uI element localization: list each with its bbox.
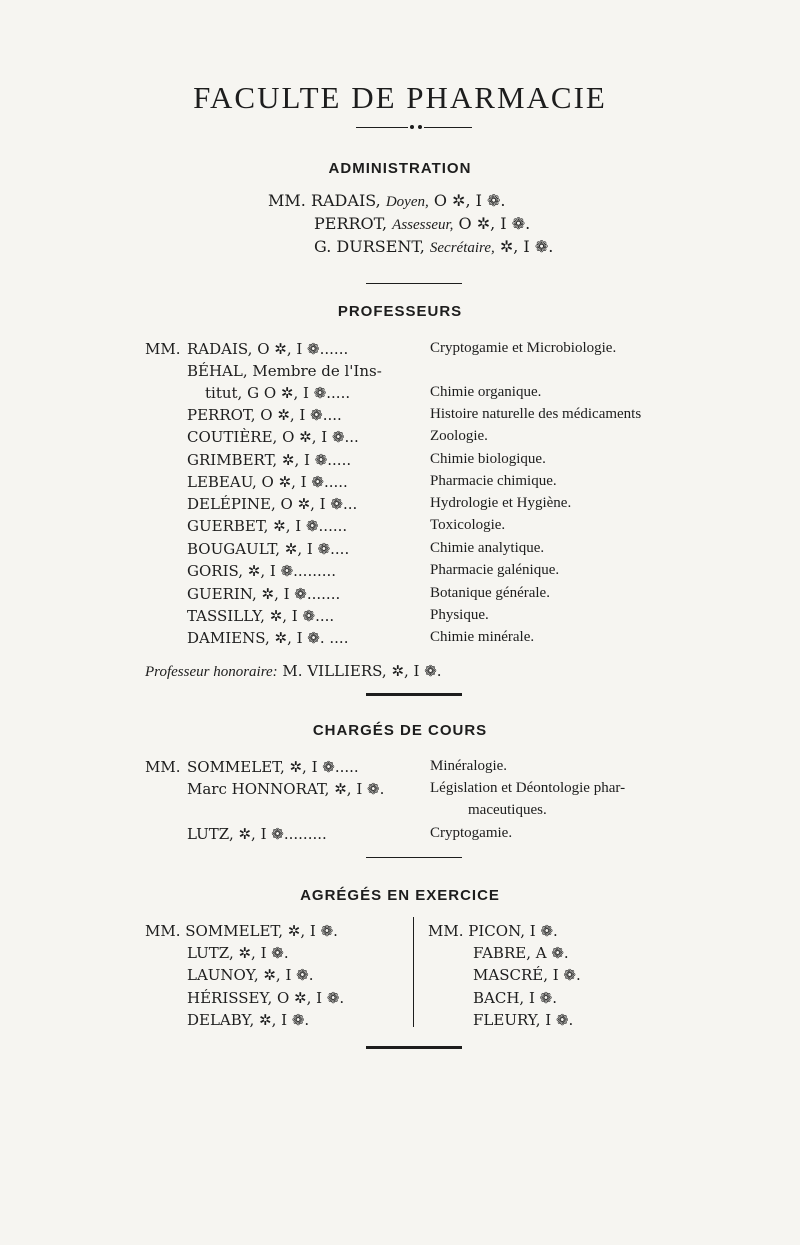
ornament-rule-left xyxy=(356,127,408,128)
professor-name: GORIS, ✲, I ❁......... xyxy=(187,562,337,580)
list-lead: MM. xyxy=(428,922,464,940)
lecturer-row xyxy=(0,758,800,780)
professor-name: PERROT, O ✲, I ❁.... xyxy=(187,406,342,424)
professor-subject: Histoire naturelle des médicaments xyxy=(430,406,642,422)
honorary-label: Professeur honoraire: xyxy=(145,664,278,680)
title-ornament xyxy=(356,124,472,132)
professor-name: GRIMBERT, ✲, I ❁..... xyxy=(187,451,352,469)
professor-name: LEBEAU, O ✲, I ❁..... xyxy=(187,473,348,491)
professor-row xyxy=(0,473,800,495)
professor-subject: Cryptogamie et Microbiologie. xyxy=(430,340,617,356)
agrege-row xyxy=(187,989,344,1007)
professor-subject: Chimie minérale. xyxy=(430,629,535,645)
professor-name: TASSILLY, ✲, I ❁.... xyxy=(187,607,335,625)
agrege-name: HÉRISSEY, O ✲, I ❁. xyxy=(187,989,345,1007)
section-divider xyxy=(366,693,462,696)
admin-role: Secrétaire, xyxy=(429,240,495,256)
agrege-row xyxy=(187,966,314,984)
agrege-name: DELABY, ✲, I ❁. xyxy=(187,1011,310,1029)
agrege-name: SOMMELET, ✲, I ❁. xyxy=(185,922,338,940)
lecturer-name: SOMMELET, ✲, I ❁..... xyxy=(187,758,359,776)
lecturer-row xyxy=(0,825,800,847)
lecturer-subject: Législation et Déontologie phar- xyxy=(430,780,626,796)
professor-row xyxy=(0,495,800,517)
admin-honors: O ✲, I ❁. xyxy=(433,191,506,210)
agrege-row xyxy=(473,944,569,962)
column-divider xyxy=(413,917,414,1027)
lecturer-row xyxy=(0,802,800,824)
professor-row xyxy=(0,607,800,629)
section-heading-administration: ADMINISTRATION xyxy=(328,160,472,177)
professor-name: DAMIENS, ✲, I ❁. .... xyxy=(187,629,349,647)
section-divider xyxy=(366,283,462,284)
professor-row xyxy=(0,340,800,362)
agrege-name: FLEURY, I ❁. xyxy=(473,1011,574,1029)
professor-subject: Hydrologie et Hygiène. xyxy=(430,495,572,511)
professor-row xyxy=(0,517,800,539)
lecturer-subject: Minéralogie. xyxy=(430,758,508,774)
section-divider xyxy=(366,857,462,858)
lecturer-name: LUTZ, ✲, I ❁......... xyxy=(187,825,327,843)
professor-name: BOUGAULT, ✲, I ❁.... xyxy=(187,540,350,558)
agrege-name: BACH, I ❁. xyxy=(473,989,557,1007)
admin-name: RADAIS, xyxy=(310,191,381,210)
professor-name: GUERBET, ✲, I ❁...... xyxy=(187,517,348,535)
ornament-dot xyxy=(410,125,414,129)
agrege-name: LAUNOY, ✲, I ❁. xyxy=(187,966,314,984)
professor-name: RADAIS, O ✲, I ❁...... xyxy=(187,340,349,358)
professor-name: GUERIN, ✲, I ❁....... xyxy=(187,585,341,603)
agrege-row xyxy=(187,1011,309,1029)
section-heading-agreges: AGRÉGÉS EN EXERCICE xyxy=(300,887,500,904)
admin-honors: O ✲, I ❁. xyxy=(458,214,531,233)
lecturer-name: Marc HONNORAT, ✲, I ❁. xyxy=(187,780,385,798)
professor-subject: Chimie organique. xyxy=(430,384,542,400)
agrege-name: MASCRÉ, I ❁. xyxy=(473,966,581,984)
professor-subject: Botanique générale. xyxy=(430,585,550,601)
professor-row xyxy=(0,451,800,473)
professor-row xyxy=(0,406,800,428)
professor-subject: Zoologie. xyxy=(430,428,488,444)
lecturer-row xyxy=(0,780,800,802)
professor-row xyxy=(0,384,800,406)
professor-subject: Chimie analytique. xyxy=(430,540,545,556)
admin-row xyxy=(314,237,553,257)
professor-subject: Physique. xyxy=(430,607,489,623)
honorary-professor xyxy=(145,662,442,681)
lecturer-subject: Cryptogamie. xyxy=(430,825,513,841)
agrege-row xyxy=(473,1011,573,1029)
agrege-row xyxy=(473,966,581,984)
agrege-name: PICON, I ❁. xyxy=(468,922,558,940)
admin-name: G. DURSENT, xyxy=(314,237,425,256)
professor-row xyxy=(0,585,800,607)
agrege-name: LUTZ, ✲, I ❁. xyxy=(187,944,289,962)
professor-subject: Pharmacie chimique. xyxy=(430,473,557,489)
professor-row xyxy=(0,562,800,584)
professor-name: COUTIÈRE, O ✲, I ❁... xyxy=(187,428,359,446)
admin-lead: MM. xyxy=(268,191,306,210)
honorary-name: M. VILLIERS, ✲, I ❁. xyxy=(282,662,442,680)
page-title: FACULTE DE PHARMACIE xyxy=(193,80,607,115)
professor-subject: Chimie biologique. xyxy=(430,451,546,467)
agrege-row xyxy=(428,922,558,940)
professor-subject: Toxicologie. xyxy=(430,517,506,533)
admin-row xyxy=(268,191,506,211)
closing-rule xyxy=(366,1046,462,1049)
professor-row xyxy=(0,428,800,450)
professor-name: DELÉPINE, O ✲, I ❁... xyxy=(187,495,358,513)
section-heading-charges: CHARGÉS DE COURS xyxy=(312,722,488,739)
professor-subject: Pharmacie galénique. xyxy=(430,562,560,578)
list-lead: MM. xyxy=(145,922,181,940)
professor-name: titut, G O ✲, I ❁..... xyxy=(205,384,351,402)
lecturer-subject: maceutiques. xyxy=(468,802,547,818)
professor-name: BÉHAL, Membre de l'Ins- xyxy=(187,362,382,380)
professor-row xyxy=(0,629,800,651)
admin-row xyxy=(314,214,530,234)
section-heading-professeurs: PROFESSEURS xyxy=(337,303,463,320)
agrege-row xyxy=(145,922,338,940)
agrege-row xyxy=(187,944,289,962)
admin-name: PERROT, xyxy=(314,214,388,233)
professor-row xyxy=(0,540,800,562)
admin-role: Doyen, xyxy=(385,194,429,210)
list-lead: MM. xyxy=(145,758,181,776)
ornament-dot xyxy=(418,125,422,129)
agrege-name: FABRE, A ❁. xyxy=(473,944,569,962)
admin-role: Assesseur, xyxy=(392,217,454,233)
admin-honors: ✲, I ❁. xyxy=(499,237,554,256)
agrege-row xyxy=(473,989,557,1007)
professor-row xyxy=(0,362,800,384)
list-lead: MM. xyxy=(145,340,181,358)
ornament-rule-right xyxy=(424,127,472,128)
